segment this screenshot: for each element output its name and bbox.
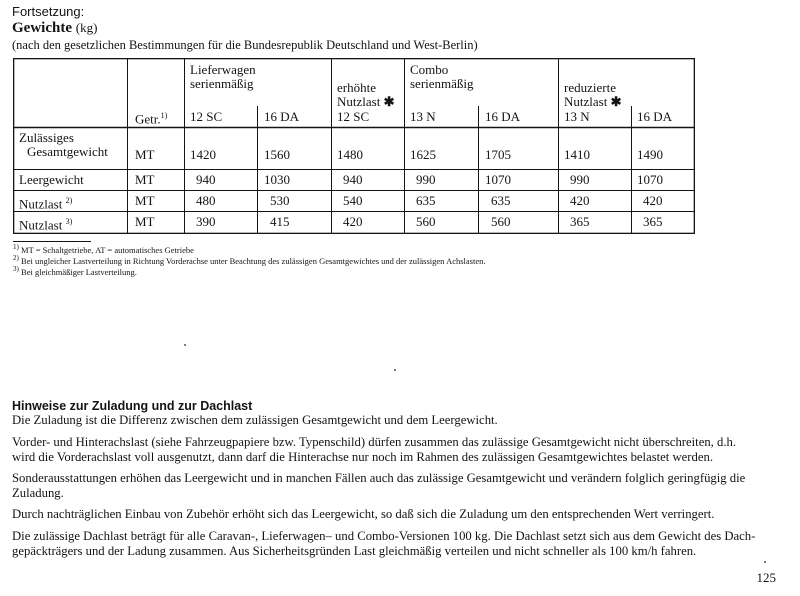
table-cell: 1420 bbox=[190, 147, 216, 162]
row-label: Nutzlast $^{3)}$ bbox=[19, 217, 73, 233]
table-cell: 420 bbox=[643, 193, 663, 208]
page-number: 125 bbox=[756, 570, 776, 585]
paragraph: Sonderausstattungen erhöhen das Leergewicht und in manchen Fällen auch das zulässige Gesamtgewicht und verändern folglich geringfügig die Zuladung. bbox=[12, 471, 746, 500]
group-combo: Combo serienmäßig bbox=[410, 62, 474, 91]
table-cell: 1560 bbox=[264, 147, 290, 162]
group-erhoehte-nutzlast: erhöhte Nutzlast ✱ bbox=[337, 80, 395, 109]
scan-speck bbox=[764, 561, 766, 563]
column-header: 13 N bbox=[410, 109, 436, 124]
title-text: Gewichte bbox=[12, 20, 72, 36]
scan-speck bbox=[394, 369, 396, 371]
table-cell: 1480 bbox=[337, 147, 363, 162]
continuation-label: Fortsetzung: bbox=[12, 4, 85, 19]
column-header: 12 SC bbox=[190, 109, 223, 124]
table-cell: 1410 bbox=[564, 147, 590, 162]
section-heading: Hinweise zur Zuladung und zur Dachlast bbox=[12, 399, 253, 413]
table-cell: 390 bbox=[196, 214, 216, 229]
table-cell: 1705 bbox=[485, 147, 511, 162]
table-cell: 635 bbox=[491, 193, 511, 208]
page-title bbox=[12, 20, 97, 37]
table-cell: 1490 bbox=[637, 147, 663, 162]
footnote: $^{1)}$ MT = Schaltgetriebe, AT = automatisches Getriebe bbox=[13, 243, 194, 255]
table-cell: 1625 bbox=[410, 147, 436, 162]
getr-cell: MT bbox=[135, 193, 155, 208]
table-cell: 1070 bbox=[485, 172, 511, 187]
paragraph: Die zulässige Dachlast beträgt für alle Caravan-, Lieferwagen– und Combo-Versionen 100 kg. Die Dachlast setzt sich aus dem Gewicht des Dach- gepäckträgers und der Ladung zusammen. Aus Sicherheitsgründen Last gleichmäßig verteilen und nicht schneller als 100 km/h fahren. bbox=[12, 529, 756, 558]
table-cell: 420 bbox=[343, 214, 363, 229]
getr-cell: MT bbox=[135, 214, 155, 229]
scan-speck bbox=[184, 344, 186, 346]
group-lieferwagen: Lieferwagen serienmäßig bbox=[190, 62, 256, 91]
column-header: 16 DA bbox=[485, 109, 521, 124]
table-cell: 540 bbox=[343, 193, 363, 208]
table-cell: 1070 bbox=[637, 172, 663, 187]
table-cell: 365 bbox=[570, 214, 590, 229]
table-cell: 940 bbox=[196, 172, 216, 187]
table-cell: 420 bbox=[570, 193, 590, 208]
paragraph: Durch nachträglichen Einbau von Zubehör erhöht sich das Leergewicht, so daß sich die Zuladung um den entsprechenden Wert verringert. bbox=[12, 507, 715, 521]
table-cell: 530 bbox=[270, 193, 290, 208]
column-header: 12 SC bbox=[337, 109, 370, 124]
weights-table bbox=[13, 58, 695, 234]
table-cell: 365 bbox=[643, 214, 663, 229]
getr-cell: MT bbox=[135, 147, 155, 162]
asterisk-icon: ✱ bbox=[610, 94, 622, 109]
paragraph: Vorder- und Hinterachslast (siehe Fahrzeugpapiere bzw. Typenschild) dürfen zusammen das zulässige Gesamtgewicht nicht überschreiten, d.h. wird die Vorderachslast voll ausgenutzt, dann darf die Hinterachse nur noch im Rahmen des zulässigen Gesamtgewichtes belastet werden. bbox=[12, 435, 737, 464]
column-header: 16 DA bbox=[264, 109, 300, 124]
row-label: Leergewicht bbox=[19, 172, 84, 187]
row-label: Zulässiges Gesamtgewicht bbox=[19, 130, 108, 159]
column-header: 13 N bbox=[564, 109, 590, 124]
asterisk-icon: ✱ bbox=[383, 94, 395, 109]
row-label: Nutzlast $^{2)}$ bbox=[19, 196, 73, 212]
table-cell: 635 bbox=[416, 193, 436, 208]
column-header: 16 DA bbox=[637, 109, 673, 124]
table-cell: 560 bbox=[416, 214, 436, 229]
table-cell: 990 bbox=[570, 172, 590, 187]
footnote: $^{2)}$ Bei ungleicher Lastverteilung in Richtung Vorderachse unter Beachtung des zulässigen Gesamtgewichtes und der zulässigen Achslasten. bbox=[13, 254, 486, 266]
table-cell: 560 bbox=[491, 214, 511, 229]
table-cell: 1030 bbox=[264, 172, 290, 187]
group-reduzierte-nutzlast: reduzierte Nutzlast ✱ bbox=[564, 80, 622, 109]
subtitle: (nach den gesetzlichen Bestimmungen für die Bundesrepublik Deutschland und West-Berlin) bbox=[12, 38, 478, 52]
getr-header: Getr.$^{1)}$ bbox=[135, 111, 168, 127]
table-cell: 480 bbox=[196, 193, 216, 208]
title-unit: (kg) bbox=[75, 20, 98, 35]
paragraph: Die Zuladung ist die Differenz zwischen dem zulässigen Gesamtgewicht und dem Leergewicht. bbox=[12, 413, 498, 427]
getr-cell: MT bbox=[135, 172, 155, 187]
footnote: $^{3)}$ Bei gleichmäßiger Lastverteilung. bbox=[13, 265, 137, 277]
table-cell: 990 bbox=[416, 172, 436, 187]
table-cell: 940 bbox=[343, 172, 363, 187]
table-cell: 415 bbox=[270, 214, 290, 229]
